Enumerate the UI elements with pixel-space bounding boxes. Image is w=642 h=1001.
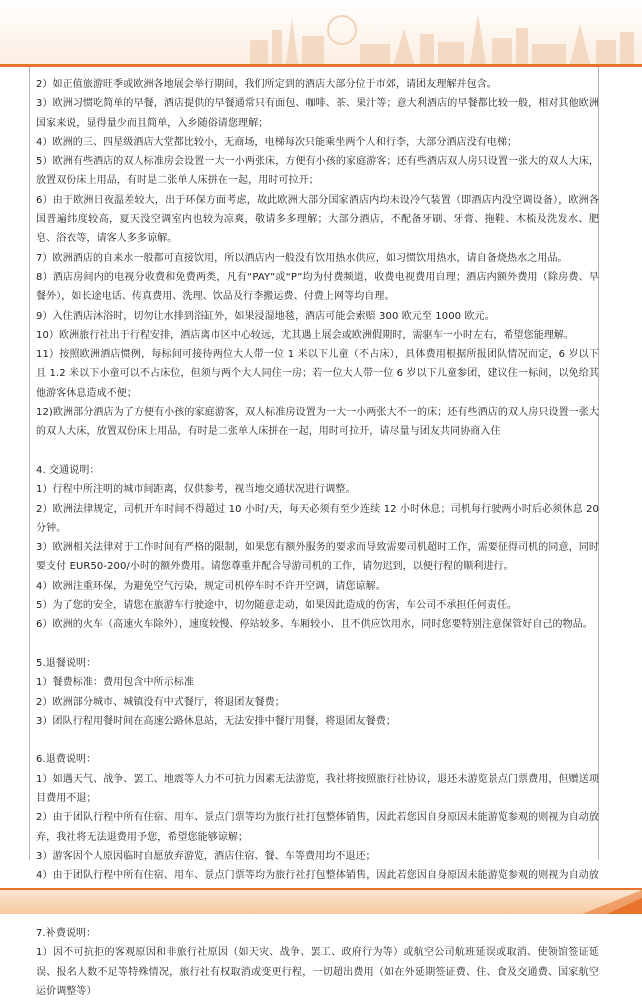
section-title: 6.退费说明： [36, 754, 97, 766]
list-item: 3）欧洲习惯吃简单的早餐，酒店提供的早餐通常只有面包、咖啡、茶、果汁等；意大利酒店的早餐都比较一般，相对其他欧洲国家来说，显得量少而且简单，入乡随俗请您理解； [36, 98, 599, 129]
corner-ornament-icon [552, 890, 642, 914]
list-item: 12)欧洲部分酒店为了方便有小孩的家庭游客，双人标准房设置为一大一小两张大不一的床；还有些酒店的双人房只设置一张大的双人大床，放置双份床上用品，有时是二张单人床拼在一起，用时可拉开，请尽量与团友共同协商入住 [36, 407, 599, 438]
list-item: 3）欧洲相关法律对于工作时间有严格的限制，如果您有额外服务的要求而导致需要司机超时工作，需要征得司机的同意，同时要支付 EUR50-200/小时的额外费用。请您尊重并配合导游司机的工作，请勿迟到，以便行程的顺利进行。 [36, 542, 599, 573]
list-item: 6）欧洲的火车（高速火车除外），速度较慢、停站较多、车厢较小、且不供应饮用水，同时您要特别注意保管好自己的物品。 [36, 619, 593, 631]
list-item: 10）欧洲旅行社出于行程安排，酒店离市区中心较远，尤其遇上展会或欧洲假期时，需驱车一小时左右，希望您能理解。 [36, 329, 575, 341]
section-transport [36, 461, 599, 635]
list-item: 6）由于欧洲日夜温差较大，出于环保方面考虑，故此欧洲大部分国家酒店内均未设冷气装置（即酒店内没空调设备），欧洲各国普遍纬度较高，夏天没空调室内也较为凉爽，敬请多多理解；大部分酒店，不配备牙刷、牙膏、拖鞋、木梳及洗发水、肥皂、浴衣等，请客人多多谅解。 [36, 194, 599, 245]
list-item: 2）由于团队行程中所有住宿、用车、景点门票等均为旅行社打包整体销售，因此若您因自身原因未能游览参观的则视为自动放弃，我社将无法退费用予您，希望您能够谅解； [36, 812, 599, 843]
list-item: 11）按照欧洲酒店惯例，每标间可接待两位大人带一位 1 米以下儿童（不占床），具体费用根据所报团队情况而定，6 岁以下且 1.2 米以下小童可以不占床位，但须与两个大人同住一房；若一位大人带一位 6 岁以下儿童参团，建议住一标间，以免给其他游客休息造成不便； [36, 349, 599, 399]
section-meal-refund [36, 654, 599, 731]
list-item: 1）因不可抗拒的客观原因和非旅行社原因（如天灾、战争、罢工、政府行为等）或航空公司航班延误或取消、使领馆签证延误、报名人数不足等特殊情况，旅行社有权取消或变更行程，一切超出费用（如在外延期签证费、住、食及交通费、国家航空运价调整等） [36, 947, 599, 997]
section-title: 4. 交通说明： [36, 464, 100, 476]
list-item: 2）欧洲部分城市、城镇没有中式餐厅，将退团友餐费； [36, 696, 285, 708]
section-refund [36, 750, 599, 904]
list-item: 8）酒店房间内的电视分收费和免费两类，凡有“PAY”或“P”均为付费频道，收费电视费用自理；酒店内额外费用（除房费、早餐外），如长途电话、传真费用、洗理、饮品及行李搬运费、付费上网等均自理。 [36, 271, 599, 303]
footer-decoration [0, 890, 642, 914]
list-item: 3）团队行程用餐时间在高速公路休息站，无法安排中餐厅用餐，将退团友餐费； [36, 715, 396, 727]
list-item: 1）行程中所注明的城市间距离，仅供参考，视当地交通状况进行调整。 [36, 484, 356, 496]
list-item: 5）欧洲有些酒店的双人标准房会设置一大一小两张床，方便有小孩的家庭游客；还有些酒店双人房只设置一张大的双人大床，放置双份床上用品，有时是二张单人床拼在一起，用时可拉开； [36, 156, 599, 187]
list-item: 3）游客因个人原因临时自愿放弃游览，酒店住宿、餐、车等费用均不退还； [36, 850, 376, 862]
list-item: 4）由于团队行程中所有住宿、用车、景点门票等均为旅行社打包整体销售，因此若您因自身原因未能游览参观的则视为自动放 [36, 870, 599, 882]
list-item: 5）为了您的安全，请您在旅游车行驶途中，切勿随意走动，如果因此造成的伤害，车公司不承担任何责任。 [36, 600, 518, 612]
hotel-notes [36, 75, 599, 442]
list-item: 4）欧洲的三、四星级酒店大堂都比较小，无商场，电梯每次只能乘坐两个人和行李，大部分酒店没有电梯； [36, 136, 518, 148]
list-item: 2）欧洲法律规定，司机开车时间不得超过 10 小时/天，每天必须有至少连续 12 小时休息；司机每行驶两小时后必须休息 20 分钟。 [36, 503, 599, 534]
city-skyline-icon [0, 0, 642, 64]
list-item: 4）欧洲注重环保，为避免空气污染，规定司机停车时不许开空调，请您谅解。 [36, 580, 386, 592]
section-title: 7.补费说明： [36, 928, 97, 940]
list-item: 1）如遇天气、战争、罢工、地震等人力不可抗力因素无法游览，我社将按照旅行社协议，退还未游览景点门票费用，但赠送项目费用不退； [36, 773, 599, 804]
list-item: 7）欧洲酒店的自来水一般都可直接饮用，所以酒店内一般没有饮用热水供应，如习惯饮用热水，请自备烧热水之用品。 [36, 252, 568, 264]
document-body [36, 75, 599, 1001]
section-extra-charge [36, 924, 599, 1001]
list-item: 9）入住酒店沐浴时，切勿让水排到浴缸外，如果浸湿地毯，酒店可能会索赔 300 欧元至 1000 欧元。 [36, 310, 495, 322]
header-decoration [0, 0, 642, 64]
section-title: 5.退餐说明： [36, 657, 97, 669]
list-item: 1）餐费标准：费用包含中所示标准 [36, 677, 194, 689]
list-item: 2）如正值旅游旺季或欧洲各地展会举行期间，我们所定到的酒店大部分位于市郊，请团友理解并包含。 [36, 79, 497, 90]
